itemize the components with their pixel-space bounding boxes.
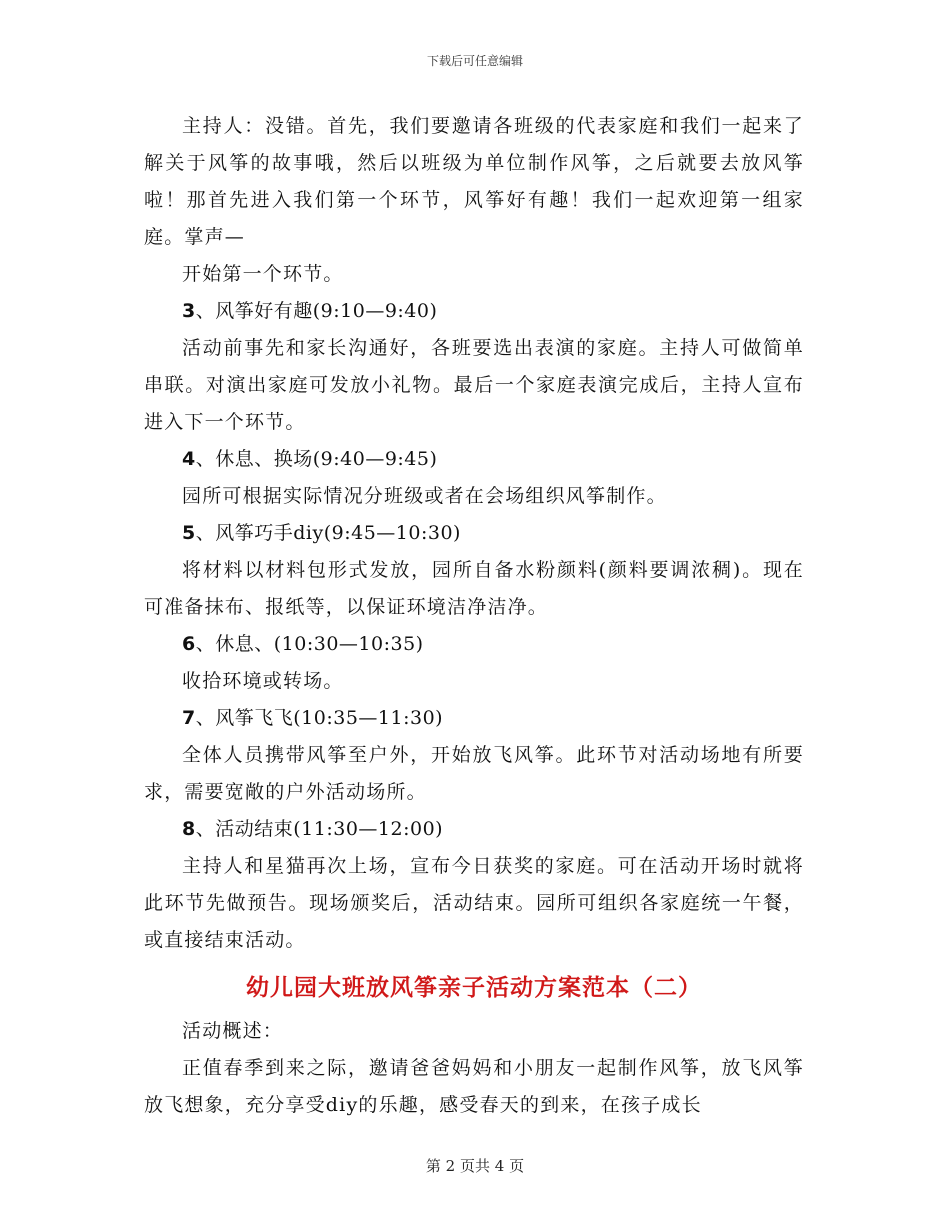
section-number: 4 (182, 448, 196, 470)
section-heading-7 (144, 700, 804, 737)
section-number: 7 (182, 707, 196, 729)
section-heading-3 (144, 293, 804, 330)
paragraph-overview-label: 活动概述： (182, 1020, 284, 1042)
section-number: 8 (182, 818, 196, 840)
document-section-title: 幼儿园大班放风筝亲子活动方案范本（二） (246, 975, 702, 1001)
section-number: 3 (182, 300, 196, 322)
document-body (144, 108, 804, 1124)
paragraph-section-8: 主持人和星猫再次上场，宣布今日获奖的家庭。可在活动开场时就将此环节先做预告。现场颁奖后，活动结束。园所可组织各家庭统一午餐，或直接结束活动。 (144, 855, 804, 951)
paragraph-host-intro: 主持人：没错。首先，我们要邀请各班级的代表家庭和我们一起来了解关于风筝的故事哦，然后以班级为单位制作风筝，之后就要去放风筝啦！那首先进入我们第一个环节，风筝好有趣！我们一起欢迎第一组家庭。掌声— (144, 115, 804, 248)
section-heading-4 (144, 441, 804, 478)
section-heading-text: 、风筝巧手diy(9:45—10:30) (195, 522, 461, 544)
page-header: 下载后可任意编辑 (426, 54, 523, 68)
section-number: 6 (182, 633, 196, 655)
section-heading-text: 、休息、换场(9:40—9:45) (195, 448, 438, 470)
paragraph-section-7: 全体人员携带风筝至户外，开始放飞风筝。此环节对活动场地有所要求，需要宽敞的户外活动场所。 (144, 744, 804, 803)
section-number: 5 (182, 522, 196, 544)
section-heading-text: 、休息、(10:30—10:35) (195, 633, 424, 655)
paragraph-overview: 正值春季到来之际，邀请爸爸妈妈和小朋友一起制作风筝，放飞风筝放飞想象，充分享受diy的乐趣，感受春天的到来，在孩子成长 (144, 1057, 804, 1116)
section-heading-8 (144, 811, 804, 848)
section-heading-5 (144, 515, 804, 552)
section-heading-text: 、风筝飞飞(10:35—11:30) (195, 707, 444, 729)
paragraph-section-6: 收拾环境或转场。 (182, 670, 344, 692)
paragraph-section-4: 园所可根据实际情况分班级或者在会场组织风筝制作。 (182, 485, 667, 507)
paragraph-section-5: 将材料以材料包形式发放，园所自备水粉颜料(颜料要调浓稠)。现在可准备抹布、报纸等，以保证环境洁净洁净。 (144, 559, 804, 618)
section-heading-text: 、风筝好有趣(9:10—9:40) (195, 300, 438, 322)
section-heading-6 (144, 626, 804, 663)
section-heading-text: 、活动结束(11:30—12:00) (195, 818, 444, 840)
paragraph-section-3: 活动前事先和家长沟通好，各班要选出表演的家庭。主持人可做简单串联。对演出家庭可发放小礼物。最后一个家庭表演完成后，主持人宣布进入下一个环节。 (144, 337, 804, 433)
page-footer: 第 2 页共 4 页 (425, 1157, 525, 1175)
paragraph-start-first: 开始第一个环节。 (182, 263, 344, 285)
